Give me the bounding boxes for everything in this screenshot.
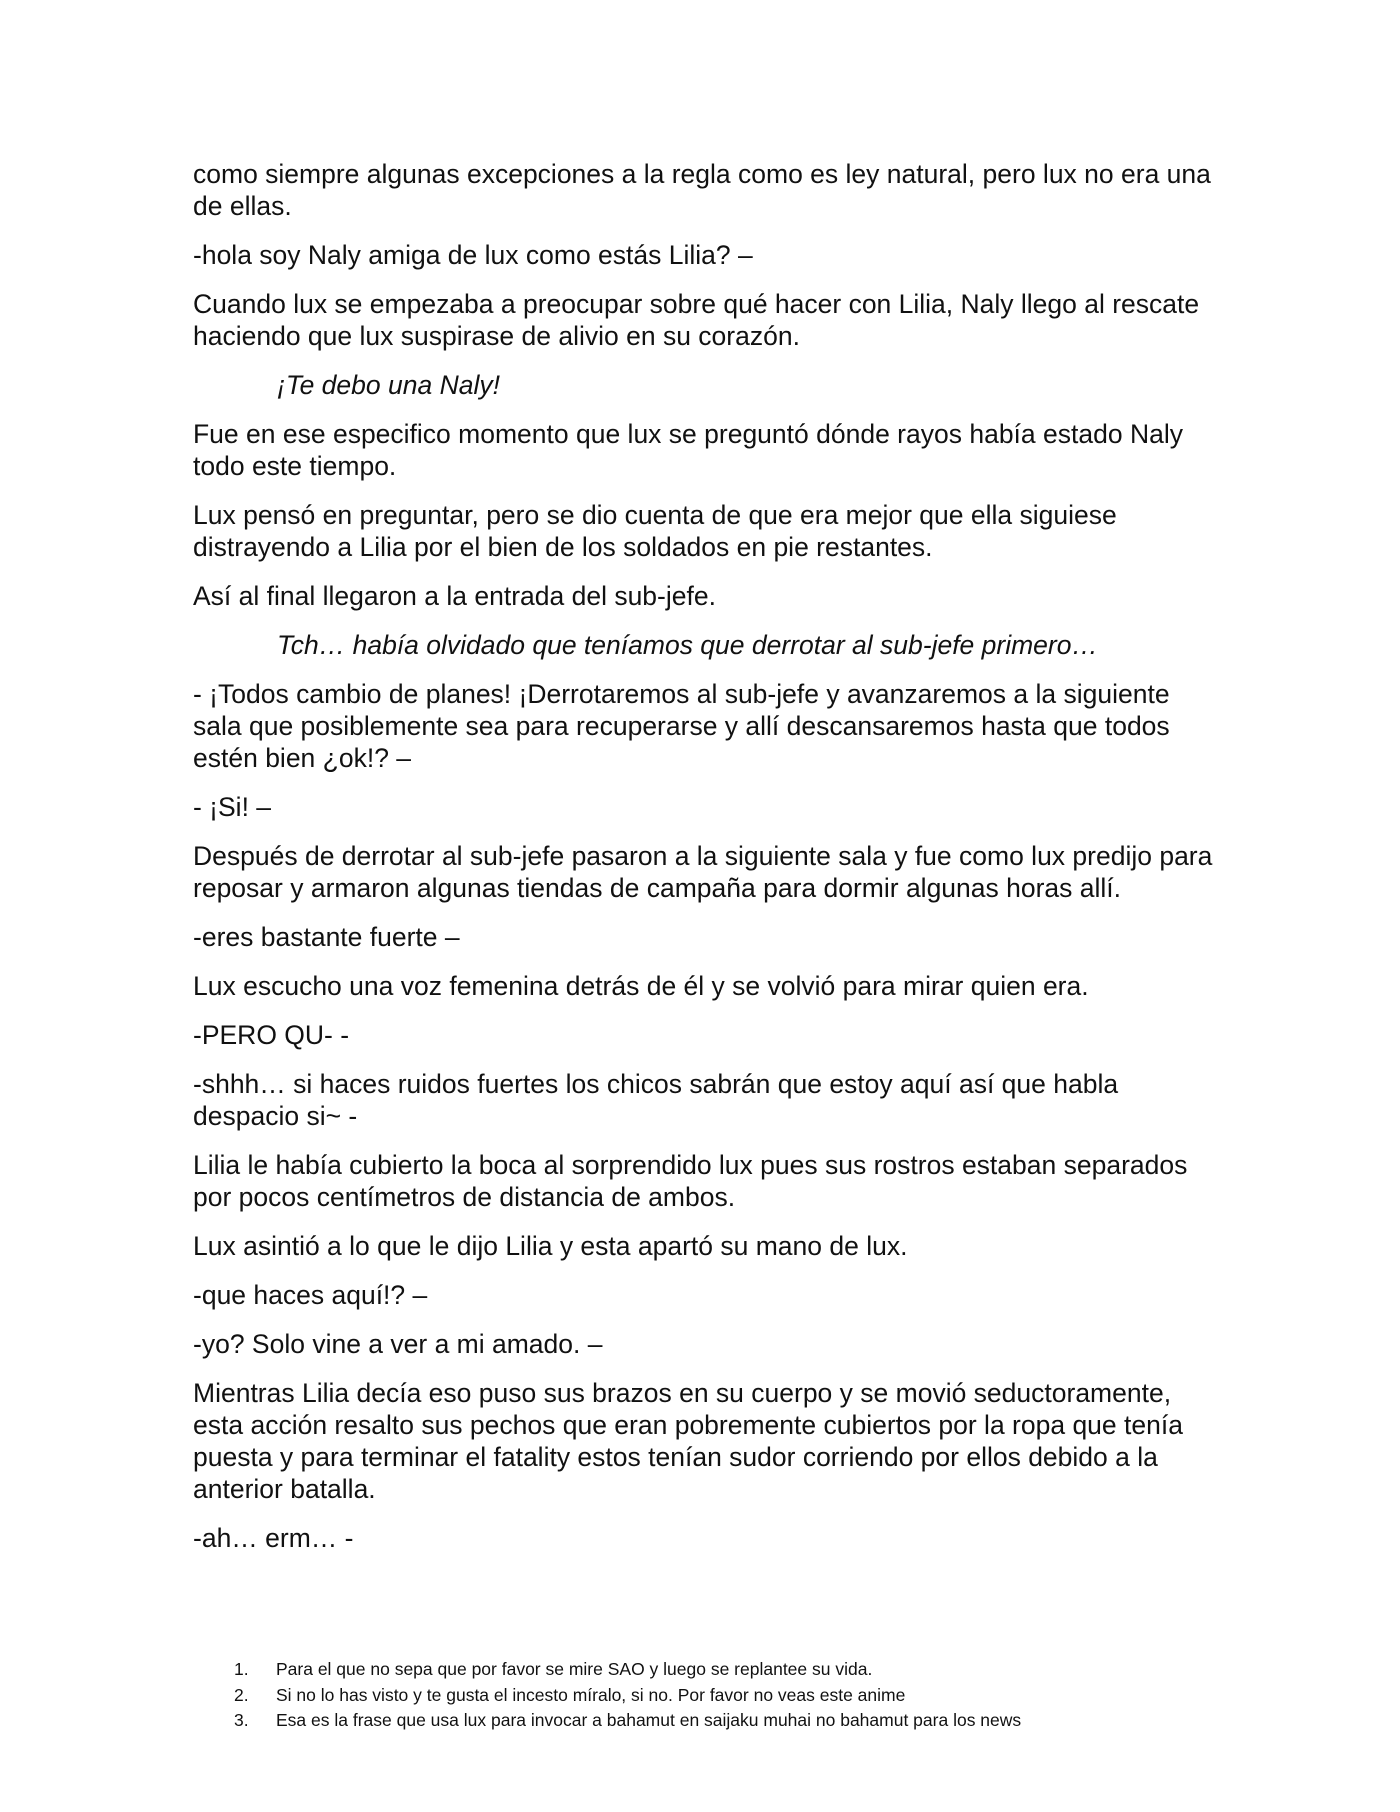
thought-paragraph: ¡Te debo una Naly! bbox=[277, 370, 500, 400]
paragraph: Cuando lux se empezaba a preocupar sobre qué hacer con Lilia, Naly llego al rescate haciendo que lux suspirase de alivio en su corazón. bbox=[193, 289, 1200, 351]
paragraph: -ah… erm… - bbox=[193, 1523, 354, 1553]
footnote-text: Si no lo has visto y te gusta el incesto míralo, si no. Por favor no veas este anime bbox=[276, 1684, 906, 1705]
paragraph: -yo? Solo vine a ver a mi amado. – bbox=[193, 1329, 603, 1359]
paragraph: -que haces aquí!? – bbox=[193, 1280, 428, 1310]
footnote-text: Esa es la frase que usa lux para invocar a bahamut en saijaku muhai no bahamut para los news bbox=[276, 1710, 1022, 1730]
paragraph: -PERO QU- - bbox=[193, 1020, 350, 1050]
footnotes-list bbox=[234, 1657, 1234, 1734]
paragraph: Así al final llegaron a la entrada del sub-jefe. bbox=[193, 581, 716, 611]
paragraph: Después de derrotar al sub-jefe pasaron a la siguiente sala y fue como lux predijo para reposar y armaron algunas tiendas de campaña para dormir algunas horas allí. bbox=[193, 841, 1213, 903]
footnote bbox=[234, 1708, 1234, 1734]
footnote-number: 2. bbox=[234, 1684, 249, 1705]
footnote bbox=[234, 1657, 1234, 1683]
footnote-number: 1. bbox=[234, 1659, 249, 1679]
paragraph: como siempre algunas excepciones a la regla como es ley natural, pero lux no era una de ellas. bbox=[193, 159, 1211, 221]
paragraph: Mientras Lilia decía eso puso sus brazos en su cuerpo y se movió seductoramente, esta acción resalto sus pechos que eran pobremente cubiertos por la ropa que tenía puesta y para terminar el fatality estos tenían sudor corriendo por ellos debido a la anterior batalla. bbox=[193, 1378, 1183, 1504]
document-body bbox=[193, 158, 1223, 1571]
footnote bbox=[234, 1683, 1234, 1709]
paragraph: Lux escucho una voz femenina detrás de él y se volvió para mirar quien era. bbox=[193, 971, 1089, 1001]
footnote-text: Para el que no sepa que por favor se mire SAO y luego se replantee su vida. bbox=[276, 1659, 873, 1679]
footnote-number: 3. bbox=[234, 1710, 249, 1730]
thought-paragraph: Tch… había olvidado que teníamos que derrotar al sub-jefe primero… bbox=[277, 630, 1098, 660]
paragraph: Lux asintió a lo que le dijo Lilia y esta apartó su mano de lux. bbox=[193, 1231, 908, 1261]
paragraph: -shhh… si haces ruidos fuertes los chicos sabrán que estoy aquí así que habla despacio si~ - bbox=[193, 1069, 1119, 1131]
paragraph: -eres bastante fuerte – bbox=[193, 922, 460, 952]
paragraph: - ¡Si! – bbox=[193, 792, 272, 822]
paragraph: Lux pensó en preguntar, pero se dio cuenta de que era mejor que ella siguiese distrayendo a Lilia por el bien de los soldados en pie restantes. bbox=[193, 500, 1117, 562]
paragraph: - ¡Todos cambio de planes! ¡Derrotaremos al sub-jefe y avanzaremos a la siguiente sala que posiblemente sea para recuperarse y allí descansaremos hasta que todos estén bien ¿ok!? – bbox=[193, 679, 1170, 773]
paragraph: -hola soy Naly amiga de lux como estás Lilia? – bbox=[193, 240, 753, 270]
paragraph: Fue en ese especifico momento que lux se preguntó dónde rayos había estado Naly todo este tiempo. bbox=[193, 419, 1183, 481]
paragraph: Lilia le había cubierto la boca al sorprendido lux pues sus rostros estaban separados por pocos centímetros de distancia de ambos. bbox=[193, 1150, 1188, 1212]
